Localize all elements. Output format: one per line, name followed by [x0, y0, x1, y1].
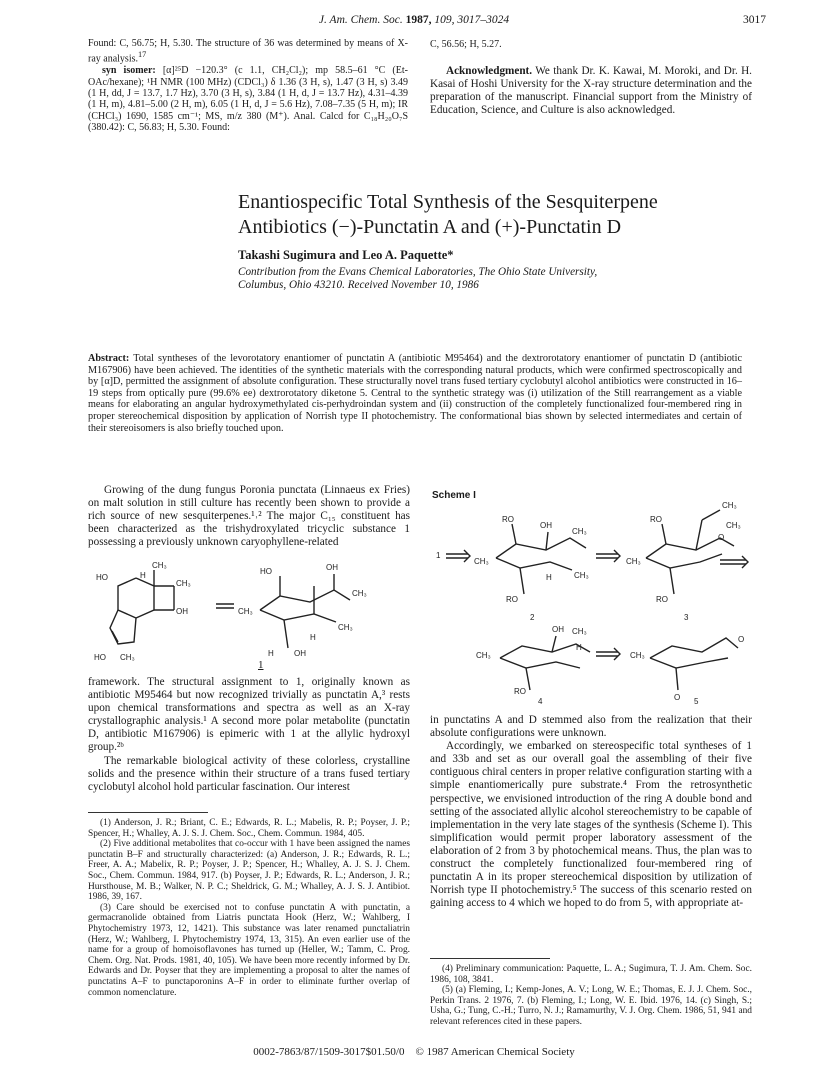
- footnote-4: (4) Preliminary communication: Paquette, L. A.; Sugimura, T. J. Am. Chem. Soc. 1986, 108, 3841.: [430, 964, 752, 985]
- atom-ho-3: HO: [260, 567, 272, 576]
- atom-oh-1: OH: [176, 607, 188, 616]
- citation-rest: 109, 3017–3024: [434, 14, 510, 26]
- atom-o-s1: O: [718, 533, 725, 542]
- atom-ch3-3: CH₃: [120, 653, 135, 662]
- title-line-1: Enantiospecific Total Synthesis of the Sesquiterpene: [238, 191, 658, 213]
- footnote-rule-left: [88, 812, 208, 813]
- atom-ro-1: RO: [502, 515, 514, 524]
- atom-h-2: H: [310, 633, 316, 642]
- atom-h-3: H: [268, 649, 274, 658]
- scheme-label-3: 3: [684, 613, 689, 622]
- footnote-2: (2) Five additional metabolites that co-occur with 1 have been assigned the names punctatin B–F and structurally characterized: (a) Anderson, J. R.; Edwards, R. L.; Freer, A. A.; Mabelix, R. P.; Poyser, J. P.; Spencer, H.; Whalley, A. J. S. J. Chem. Soc., Chem. Commun. 1984, 917. (b) Poyser, J. P.; Edwards, R. L.; Anderson, J. R.; Hursthouse, M. B.; Walker, N. P. C.; Sheldrick, G. M.; Whalley, A. J. S. J. Antibiot. 1986, 39, 167.: [88, 839, 410, 903]
- right-column-body: [430, 714, 752, 910]
- footnotes-right: [430, 964, 752, 1028]
- atom-ch3-s5: CH₃: [726, 521, 741, 530]
- compound-label-1: 1: [258, 659, 264, 671]
- running-header: [0, 14, 828, 26]
- abstract: [88, 353, 742, 434]
- atom-ro-2: RO: [506, 595, 518, 604]
- atom-ro-5: RO: [514, 687, 526, 696]
- found-tail: C, 56.56; H, 5.27.: [430, 39, 502, 50]
- article-code: 0002-7863/87/1509-3017$01.50/0: [253, 1046, 405, 1058]
- abstract-label: Abstract:: [88, 353, 130, 364]
- atom-ro-4: RO: [656, 595, 668, 604]
- syn-isomer-label: syn isomer:: [102, 65, 156, 77]
- syn-isomer-text: [α]²⁵D −120.3° (c 1.1, CH₂Cl₂); mp 58.5–61 °C (Et-OAc/hexane); ¹H NMR (100 MHz) (CDCl₃) δ 1.36 (3 H, s), 1.47 (3 H, s) 3.49 (1 H, dd, J = 13.7, 1.7 Hz), 3.70 (3 H, s), 3.84 (1 H, d, J = 13.7 Hz), 4.31–4.39 (1 H, m), 4.81–5.00 (2 H, m), 6.05 (1 H, d, J = 5.6 Hz), 7.08–7.35 (5 H, m); IR (CHCl₃) 1690, 1585 cm⁻¹; MS, m/z 380 (M⁺). Anal. Calcd for C₁₈H₂₀O₇S (380.42): C, 56.83; H, 5.30. Found:: [88, 65, 408, 134]
- atom-ho-1: HO: [96, 573, 108, 582]
- intro-paragraph-2: framework. The structural assignment to 1, originally known as antibiotic M95464 but now recognized trivially as punctatin A,³ rests upon chemical transformations and spectra as well as an X-ray crystallographic analysis.¹ A second more polar metabolite (punctatin D, antibiotic M167906) is epimeric with 1 at the allylic hydroxyl group.²ᵇ: [88, 676, 410, 754]
- atom-o-s3: O: [674, 693, 681, 702]
- scheme-title: Scheme I: [432, 490, 476, 501]
- atom-ch3-s9: CH₃: [630, 651, 645, 660]
- atom-h-s1: H: [546, 573, 552, 582]
- left-column-continued: [88, 676, 410, 794]
- acknowledgment-label: Acknowledgment.: [446, 65, 533, 78]
- found-ref: 17: [138, 50, 147, 60]
- previous-article-tail: [88, 38, 408, 134]
- intro-paragraph-1: Growing of the dung fungus Poronia punctata (Linnaeus ex Fries) on malt solution in still culture has recently been shown to provide a rich source of new sesquiterpenes.¹˒² The major C₁₅ constituent has been characterized as the trishydroxylated tricyclic substance 1 possessing a previously unknown caryophyllene-related: [88, 484, 410, 549]
- atom-ch3-s3: CH₃: [574, 571, 589, 580]
- atom-ch3-2: CH₃: [176, 579, 191, 588]
- footnote-3: (3) Care should be exercised not to confuse punctatin A with punctatin, a germacranolide obtained from Liatris punctata Hook (Herz, W.; Wahlberg, I Phytochemistry 1973, 12, 1421). This substance was later renamed punctaliatrin (Herz, W.; Wahlberg, I. Phytochemistry 1974, 13, 315). An even earlier use of the name for a group of homoisoflavones has turned up (Heller, W.; Tamm, C. Prog. Chem. Org. Nat. Prods. 1981, 40, 105). We have been more recently informed by Dr. Edwards and Dr. Poyser that they are implementing a proposal to alter the names of punctatins A–F to punctaporonins A–F in order to eliminate further overlap of common nomenclature.: [88, 902, 410, 998]
- atom-ch3-s1: CH₃: [474, 557, 489, 566]
- atom-oh-s1: OH: [540, 521, 552, 530]
- atom-ch3-s7: CH₃: [572, 627, 587, 636]
- page-footer: [0, 1046, 828, 1058]
- abstract-text: Total syntheses of the levorotatory enantiomer of punctatin A (antibiotic M95464) and the dextrorotatory enantiomer of punctatin D (antibiotic M167906) have been achieved. The identities of the synthetic materials with the corresponding natural products, which were confirmed spectroscopically and by [α]D, permitted the assignment of absolute configuration. These structurally novel trans fused tertiary cyclobutyl alcohol antibiotics were constructed in 16–19 steps from optically pure (99.6% ee) dextrorotatory diketone 5. Central to the synthetic strategy was (i) utilization of the Still rearrangement as a viable means for elaborating an angular hydroxymethylated cis-perhydroindan system and (ii) construction of the completely functionalized four-membered ring in proper stereochemical disposition by application of Norrish type II photochemistry. The conformational bias shown by selected intermediates and certain of their stereoisomers is also briefly touched upon.: [88, 353, 742, 434]
- found-text: Found: C, 56.75; H, 5.30. The structure of 36 was determined by means of X-ray analysis.: [88, 38, 408, 65]
- atom-ch3-6: CH₃: [338, 623, 353, 632]
- atom-oh-2: OH: [326, 563, 338, 572]
- affiliation-line-2: Columbus, Ohio 43210. Received November 10, 1986: [238, 279, 479, 291]
- atom-ch3-4: CH₃: [238, 607, 253, 616]
- atom-ch3-s6: CH₃: [626, 557, 641, 566]
- citation-year: 1987,: [405, 14, 432, 26]
- left-column-intro: [88, 484, 410, 549]
- affiliation-line-1: Contribution from the Evans Chemical Laboratories, The Ohio State University,: [238, 266, 598, 278]
- previous-article-right: [430, 38, 752, 117]
- authors: Takashi Sugimura and Leo A. Paquette*: [238, 248, 454, 262]
- scheme-i-drawing: [430, 498, 752, 708]
- atom-ch3-5: CH₃: [352, 589, 367, 598]
- body-paragraph-r2: Accordingly, we embarked on stereospecific total syntheses of 1 and 33b and set as our overall goal the assembling of their five contiguous chiral centers in proper relative configuration starting with a simple enantiomerically pure substrate.⁴ From the retrosynthetic perspective, we envisioned introduction of the ring A double bond and setting of the associated allylic alcohol stereochemistry to be capable of implementation in the very late stages of the synthesis (Scheme I). This simplification would permit proper laboratory assessment of the elaboration of 2 from 3 by photochemical means. Thus, the plan was to construct the completely functionalized four-membered ring of punctatin A in its proper stereochemical disposition by utilization of Norrish type II photochemistry.⁵ The success of this scenario rested on gaining access to 4 which we hoped to do from 5, with appropriate at-: [430, 740, 752, 910]
- footnotes-left: [88, 818, 410, 998]
- acknowledgment-text: We thank Dr. K. Kawai, M. Moroki, and Dr. H. Kasai of Hoshi University for the X-ray structure determination and the preparation of the manuscript. Financial support from the Ministry of Education, Science, and Culture is also acknowledged.: [430, 65, 752, 117]
- ring-six: [118, 578, 154, 618]
- atom-ch3-1: CH₃: [152, 561, 167, 570]
- title-line-2: Antibiotics (−)-Punctatin A and (+)-Punctatin D: [238, 216, 622, 238]
- intro-paragraph-3: The remarkable biological activity of these colorless, crystalline solids and the presence within their structure of a trans fused tertiary cyclobutyl alcohol hold particular fascination. Our interest: [88, 754, 410, 793]
- atom-o-s2: O: [738, 635, 745, 644]
- atom-ch3-s2: CH₃: [572, 527, 587, 536]
- scheme-label-2: 2: [530, 613, 535, 622]
- atom-oh-3: OH: [294, 649, 306, 658]
- atom-ch3-s4: CH₃: [722, 501, 737, 510]
- journal-name: J. Am. Chem. Soc.: [318, 14, 403, 26]
- body-paragraph-r1: in punctatins A and D stemmed also from the realization that their absolute configurations were unknown.: [430, 714, 752, 740]
- copyright: © 1987 American Chemical Society: [415, 1046, 575, 1058]
- footnote-1: (1) Anderson, J. R.; Briant, C. E.; Edwards, R. L.; Mabelis, R. P.; Poyser, J. P.; Spencer, H.; Whalley, A. J. S. J. Chem. Soc., Chem. Commun. 1984, 405.: [88, 818, 410, 839]
- scheme-label-1: 1: [436, 551, 441, 560]
- atom-ro-3: RO: [650, 515, 662, 524]
- atom-ho-2: HO: [94, 653, 106, 662]
- scheme-label-4: 4: [538, 697, 543, 706]
- footnote-rule-right: [430, 958, 550, 959]
- footnote-5: (5) (a) Fleming, I.; Kemp-Jones, A. V.; Long, W. E.; Thomas, E. J. J. Chem. Soc., Perkin Trans. 2 1976, 7. (b) Fleming, I.; Long, W. E. Ibid. 1976, 14. (c) Singh, S.; Usha, G.; Tung, C.-H.; Turro, N. J.; Ramamurthy, V. J. Org. Chem. 1986, 51, 941 and relevant references cited in these papers.: [430, 985, 752, 1027]
- scheme-label-5: 5: [694, 697, 699, 706]
- ring-five: [110, 610, 136, 644]
- atom-oh-s2: OH: [552, 625, 564, 634]
- atom-h-s2: H: [576, 643, 582, 652]
- affiliation: [238, 266, 658, 292]
- atom-ch3-s8: CH₃: [476, 651, 491, 660]
- article-title: [238, 190, 658, 240]
- page-number: 3017: [743, 14, 766, 26]
- structure-1-drawing: [88, 556, 410, 666]
- atom-h-1: H: [140, 571, 146, 580]
